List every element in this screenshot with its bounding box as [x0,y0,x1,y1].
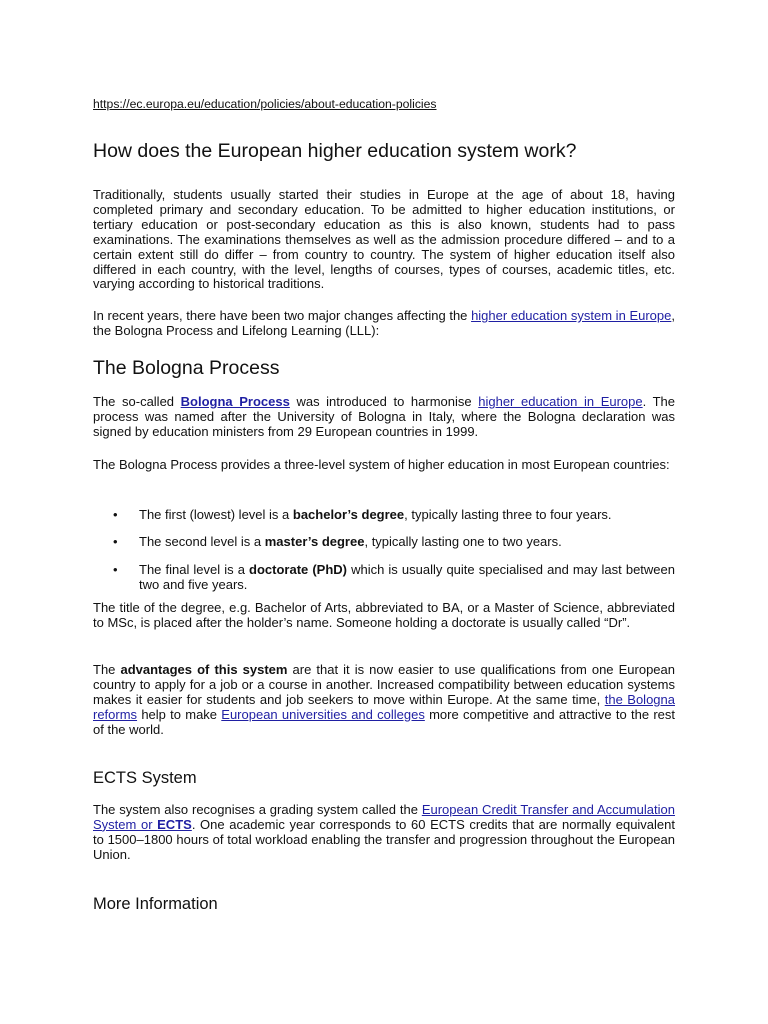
text: The so-called [93,394,181,409]
list-item [93,535,675,550]
bologna-heading: The Bologna Process [93,357,280,379]
text: . One academic year corresponds to 60 ECTS credits that are normally equivalent to 1500–1800 hours of total workload enabling the transfer and progression throughout the European Union. [93,816,675,862]
page-title: How does the European higher education system work? [93,140,577,162]
bullet-icon: • [113,507,118,522]
list-item [93,563,675,593]
bologna-process-link[interactable] [181,394,290,409]
european-universities-link[interactable]: European universities and colleges [221,706,425,722]
higher-education-in-europe-link[interactable]: higher education in Europe [478,394,643,409]
bologna-intro-paragraph [93,395,675,440]
text: was introduced to harmonise [289,394,479,409]
text: more competitive and attractive to the rest of the world. [93,706,675,737]
ects-heading: ECTS System [93,769,197,787]
source-url-link[interactable]: https://ec.europa.eu/education/policies/about-education-policies [93,97,437,111]
text: , typically lasting three to four years. [404,507,612,522]
intro-paragraph: Traditionally, students usually started their studies in Europe at the age of about 18, having completed primary and secondary education. To be admitted to higher education institutions, or tertiary education or post-secondary education as this is also known, students had to pass examinations. The examinations themselves as well as the admission procedure differed – and to a certain extent still do differ – from country to country. The system of higher education itself also differed in each country, with the level, lengths of courses, types of courses, academic titles, etc. varying according to historical traditions. [93,187,675,292]
text: In recent years, there have been two major changes affecting the [93,308,472,323]
more-information-heading: More Information [93,895,218,913]
degree-title-paragraph: The title of the degree, e.g. Bachelor of Arts, abbreviated to BA, or a Master of Science, abbreviated to MSc, is placed after the holder’s name. Someone holding a doctorate is usually called “Dr”. [93,600,675,630]
text: The second level is a [139,534,265,550]
link-text: European Credit Transfer and Accumulation System or [93,802,675,832]
bold-text: master’s degree [264,534,365,550]
bold-text: bachelor’s degree [292,507,405,522]
intro-changes-paragraph [93,309,675,339]
text: are that it is now easier to use qualifications from one European country to apply for a job or a course in another. Increased compatibility between education systems makes it easier for students and job seekers to move within Europe. At the same time, [93,662,675,707]
text: The first (lowest) level is a [139,507,293,522]
bold-text: advantages of this system [120,662,288,677]
text: The [93,662,121,677]
bullet-icon: • [113,561,118,577]
text: , the Bologna Process and Lifelong Learning (LLL): [93,308,675,338]
ects-paragraph [93,803,675,863]
advantages-paragraph [93,663,675,738]
bold-text: doctorate (PhD) [249,561,348,577]
text: , typically lasting one to two years. [364,534,562,550]
list-item [93,508,675,523]
link-bold-text: ECTS [157,816,192,832]
text: The final level is a [139,561,250,577]
text: which is usually quite specialised and may last between two and five years. [139,561,676,592]
higher-education-system-link[interactable]: higher education system in Europe [471,308,672,323]
text: The system also recognises a grading system called the [93,802,422,817]
link-text: Bologna Process [180,394,290,409]
text: help to make [137,706,222,722]
text: . The process was named after the University of Bologna in Italy, where the Bologna declaration was signed by education ministers from 29 European countries in 1999. [93,394,676,439]
bullet-icon: • [113,534,118,550]
three-level-paragraph: The Bologna Process provides a three-level system of higher education in most European countries: [93,457,670,472]
bologna-reforms-link[interactable]: the Bologna reforms [93,691,675,722]
degree-levels-list [93,508,675,605]
